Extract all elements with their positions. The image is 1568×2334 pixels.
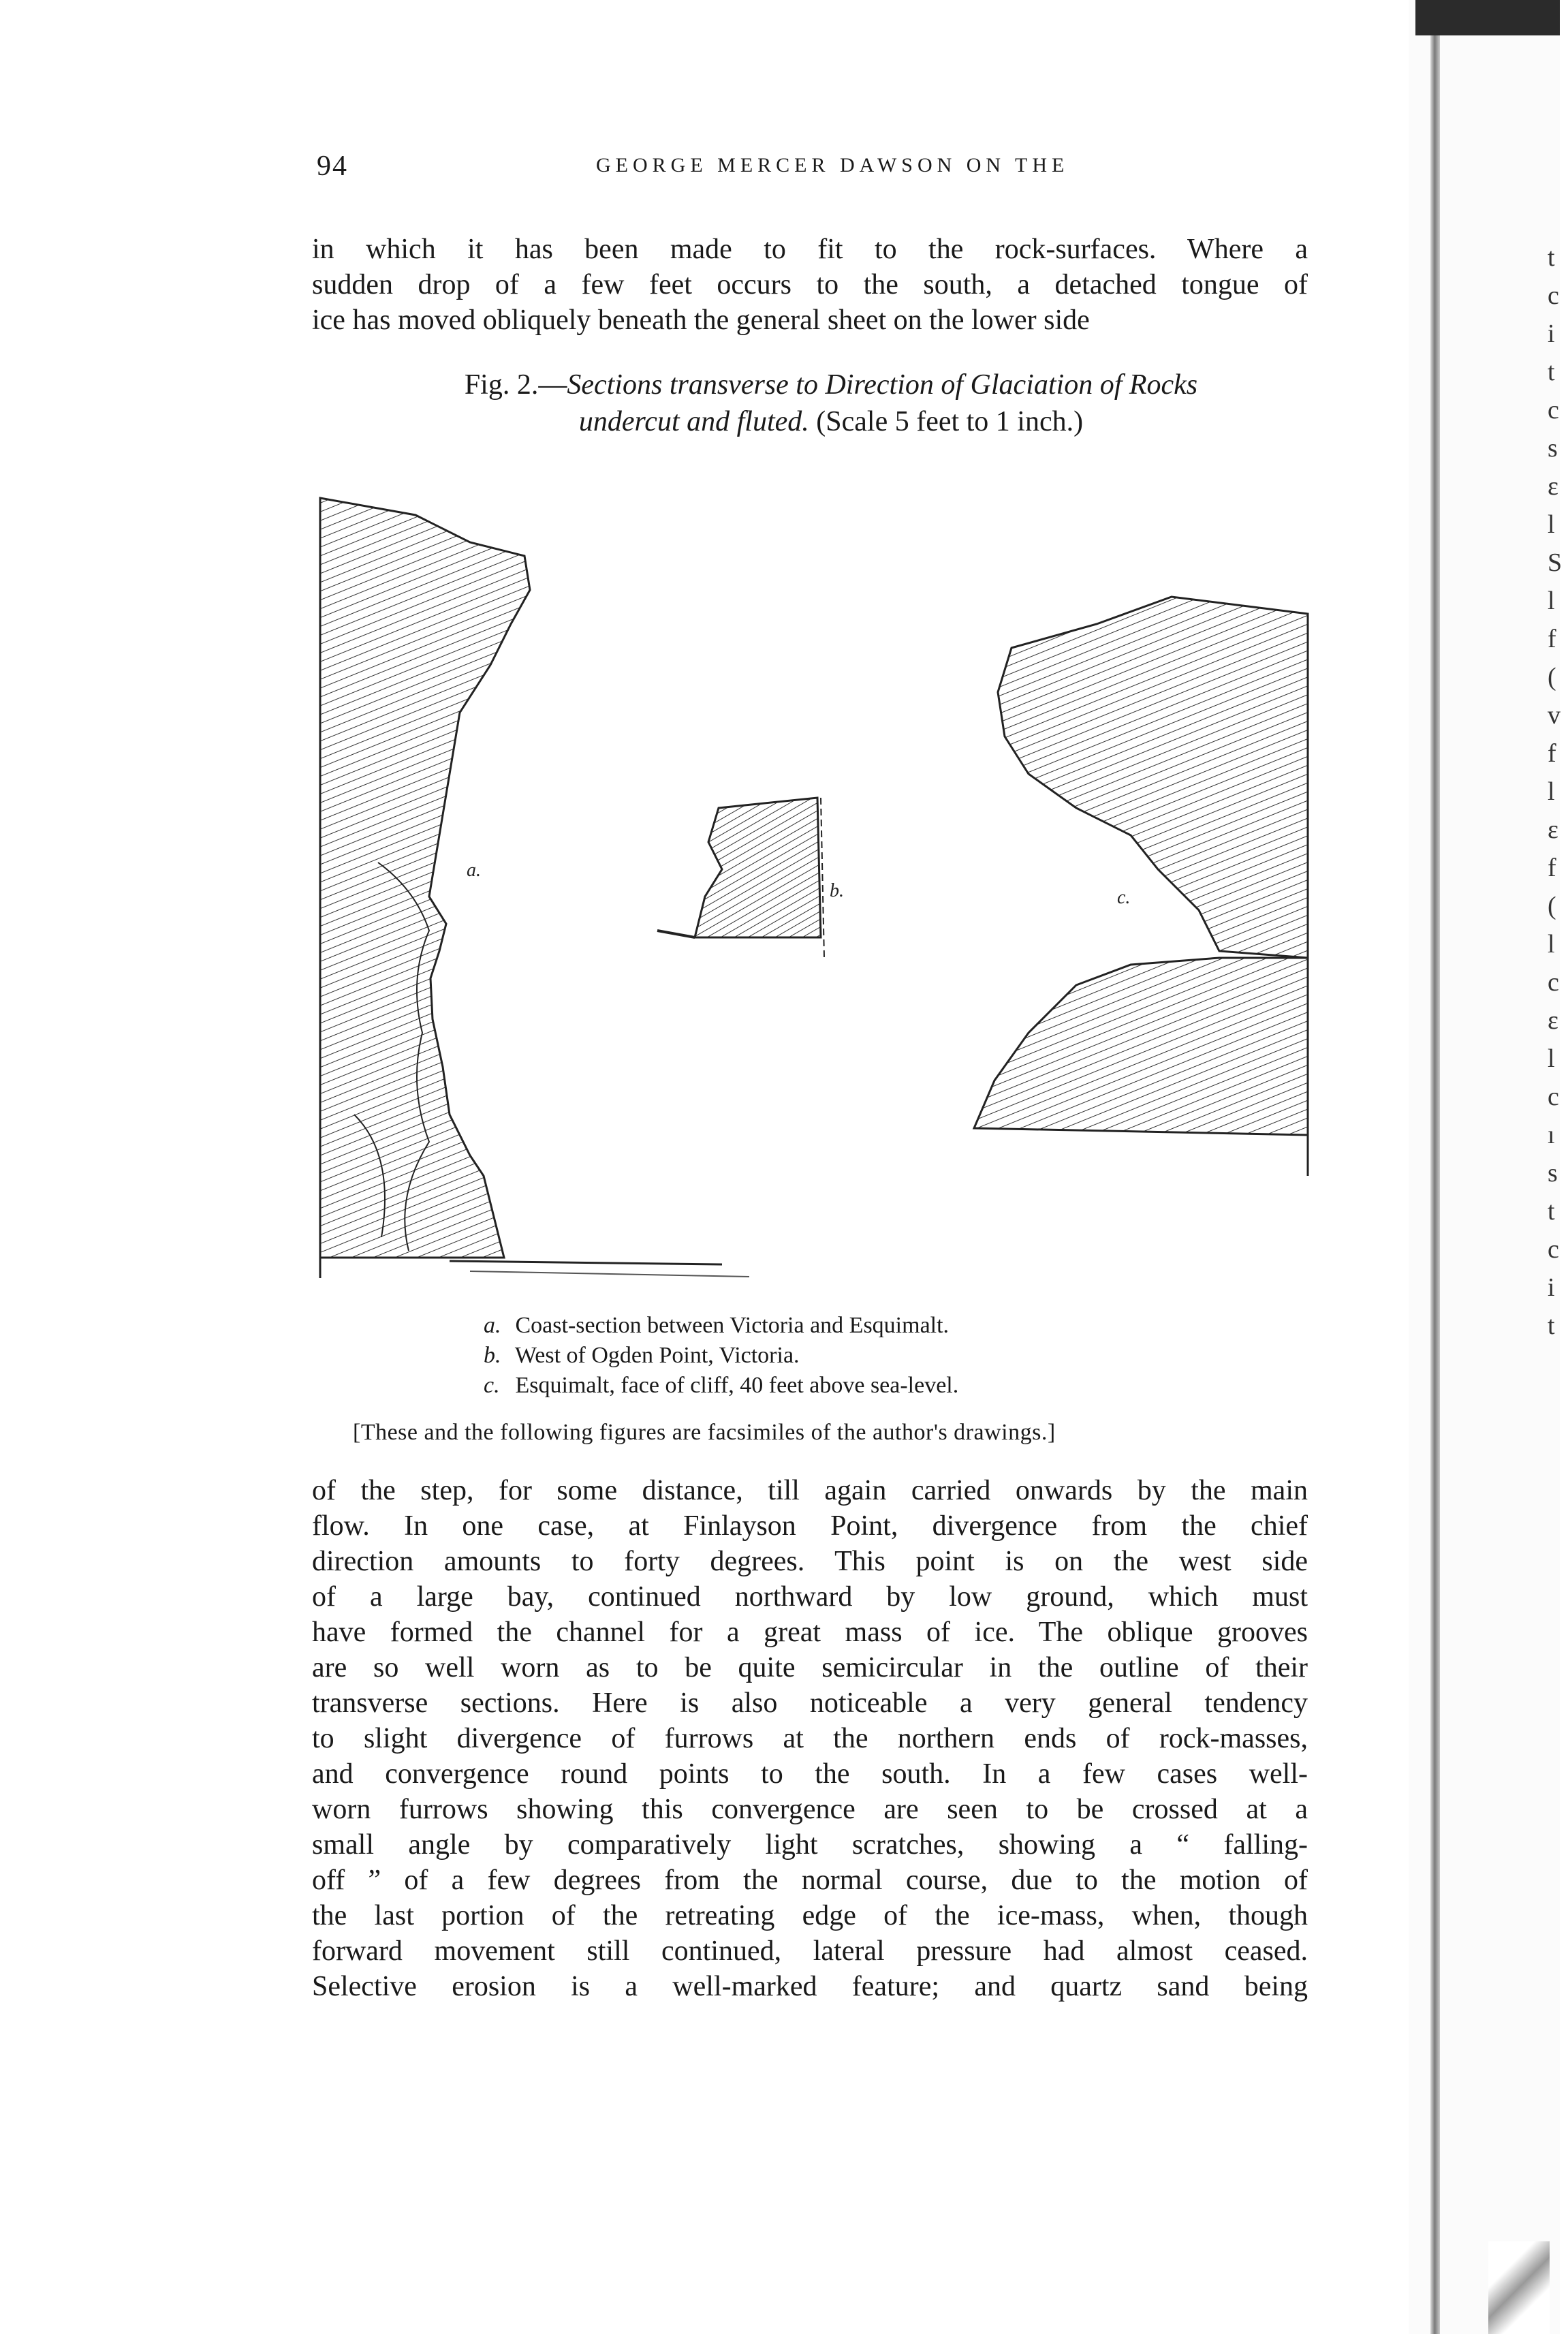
caption-title-2: undercut and fluted. [578,406,809,437]
rock-sections-illustration [313,488,1315,1298]
legend-row [484,1371,958,1401]
book-spine-edge [1430,0,1440,2334]
facing-page-margin-letters [1548,238,1568,1345]
paragraph-top [312,232,1308,338]
running-head: GEORGE MERCER DAWSON ON THE [596,154,1069,176]
label-c: c. [1117,887,1131,908]
margin-letter: v [1548,701,1561,730]
margin-letter: i [1548,1273,1555,1302]
margin-letter: l [1548,587,1555,615]
figure-caption [354,367,1308,440]
margin-letter: ε [1548,815,1558,844]
legend-key: b. [484,1343,501,1368]
margin-letter: c [1548,1083,1559,1111]
figure-note: [These and the following figures are facsimiles of the author's drawings.] [353,1420,1056,1445]
text-line: Selective erosion is a well-marked feature; and quartz sand being [312,1971,1308,2002]
label-b: b. [830,880,844,901]
legend-key: a. [484,1313,501,1338]
section-c-cliff [974,597,1308,1176]
legend-key: c. [484,1373,500,1398]
margin-letter: c [1548,396,1559,424]
margin-letter: t [1548,243,1555,272]
paragraph-bottom [312,1473,1308,2004]
margin-letter: ε [1548,472,1558,501]
caption-title-1: Sections transverse to Direction of Glaciation of Rocks [567,369,1198,401]
text-line: in which it has been made to fit to the rock-surfaces. Where a [312,234,1308,265]
label-a: a. [467,860,481,881]
legend-text: Coast-section between Victoria and Esquimalt. [515,1313,950,1338]
margin-letter: t [1548,1311,1555,1340]
margin-letter: t [1548,1197,1555,1226]
margin-letter: l [1548,1044,1555,1073]
margin-letter: f [1548,739,1556,768]
margin-letter: ( [1548,663,1556,691]
legend-row [484,1341,958,1371]
margin-letter: i [1548,320,1555,348]
text-line: of a large bay, continued northward by low ground, which must [312,1581,1308,1613]
margin-letter: s [1548,1159,1558,1187]
text-line: the last portion of the retreating edge of the ice-mass, when, though [312,1900,1308,1931]
margin-letter: c [1548,1235,1559,1264]
margin-letter: ( [1548,892,1556,920]
figure-number: Fig. 2. [464,369,539,401]
margin-letter: ε [1548,1006,1558,1035]
margin-letter: l [1548,777,1555,806]
margin-letter: l [1548,930,1555,959]
page-number: 94 [317,151,348,182]
text-line: ice has moved obliquely beneath the general sheet on the lower side [312,305,1090,336]
caption-scale: (Scale 5 feet to 1 inch.) [816,406,1084,437]
margin-letter: c [1548,281,1559,310]
text-line: and convergence round points to the south. In a few cases well- [312,1758,1308,1790]
margin-letter: c [1548,968,1559,997]
legend-text: Esquimalt, face of cliff, 40 feet above sea-level. [515,1373,959,1398]
legend-text: West of Ogden Point, Victoria. [514,1343,800,1368]
text-line: forward movement still continued, lateral pressure had almost ceased. [312,1935,1308,1967]
caption-dash: — [538,369,567,401]
legend-row [484,1311,958,1341]
figure-legend [484,1311,958,1401]
section-b-rock [657,798,824,958]
text-line: off ” of a few degrees from the normal course, due to the motion of [312,1865,1308,1896]
margin-letter: f [1548,854,1556,882]
text-line: sudden drop of a few feet occurs to the south, a detached tongue of [312,269,1308,300]
text-line: are so well worn as to be quite semicircular in the outline of their [312,1652,1308,1683]
text-line: to slight divergence of furrows at the northern ends of rock-masses, [312,1723,1308,1754]
text-line: transverse sections. Here is also noticeable a very general tendency [312,1687,1308,1719]
margin-letter: S [1548,548,1563,577]
text-line: worn furrows showing this convergence are seen to be crossed at a [312,1794,1308,1825]
section-a-cliff [320,498,749,1278]
margin-letter: s [1548,434,1558,463]
margin-letter: t [1548,358,1555,386]
text-line: of the step, for some distance, till again carried onwards by the main [312,1475,1308,1506]
text-line: flow. In one case, at Finlayson Point, divergence from the chief [312,1510,1308,1542]
margin-letter: ı [1548,1121,1555,1149]
text-line: direction amounts to forty degrees. This point is on the west side [312,1546,1308,1577]
margin-letter: l [1548,510,1555,539]
text-line: small angle by comparatively light scratches, showing a “ falling- [312,1829,1308,1861]
scan-fold-corner [1488,2241,1550,2334]
text-line: have formed the channel for a great mass of ice. The oblique grooves [312,1617,1308,1648]
margin-letter: f [1548,625,1556,653]
scan-dark-corner [1415,0,1560,35]
